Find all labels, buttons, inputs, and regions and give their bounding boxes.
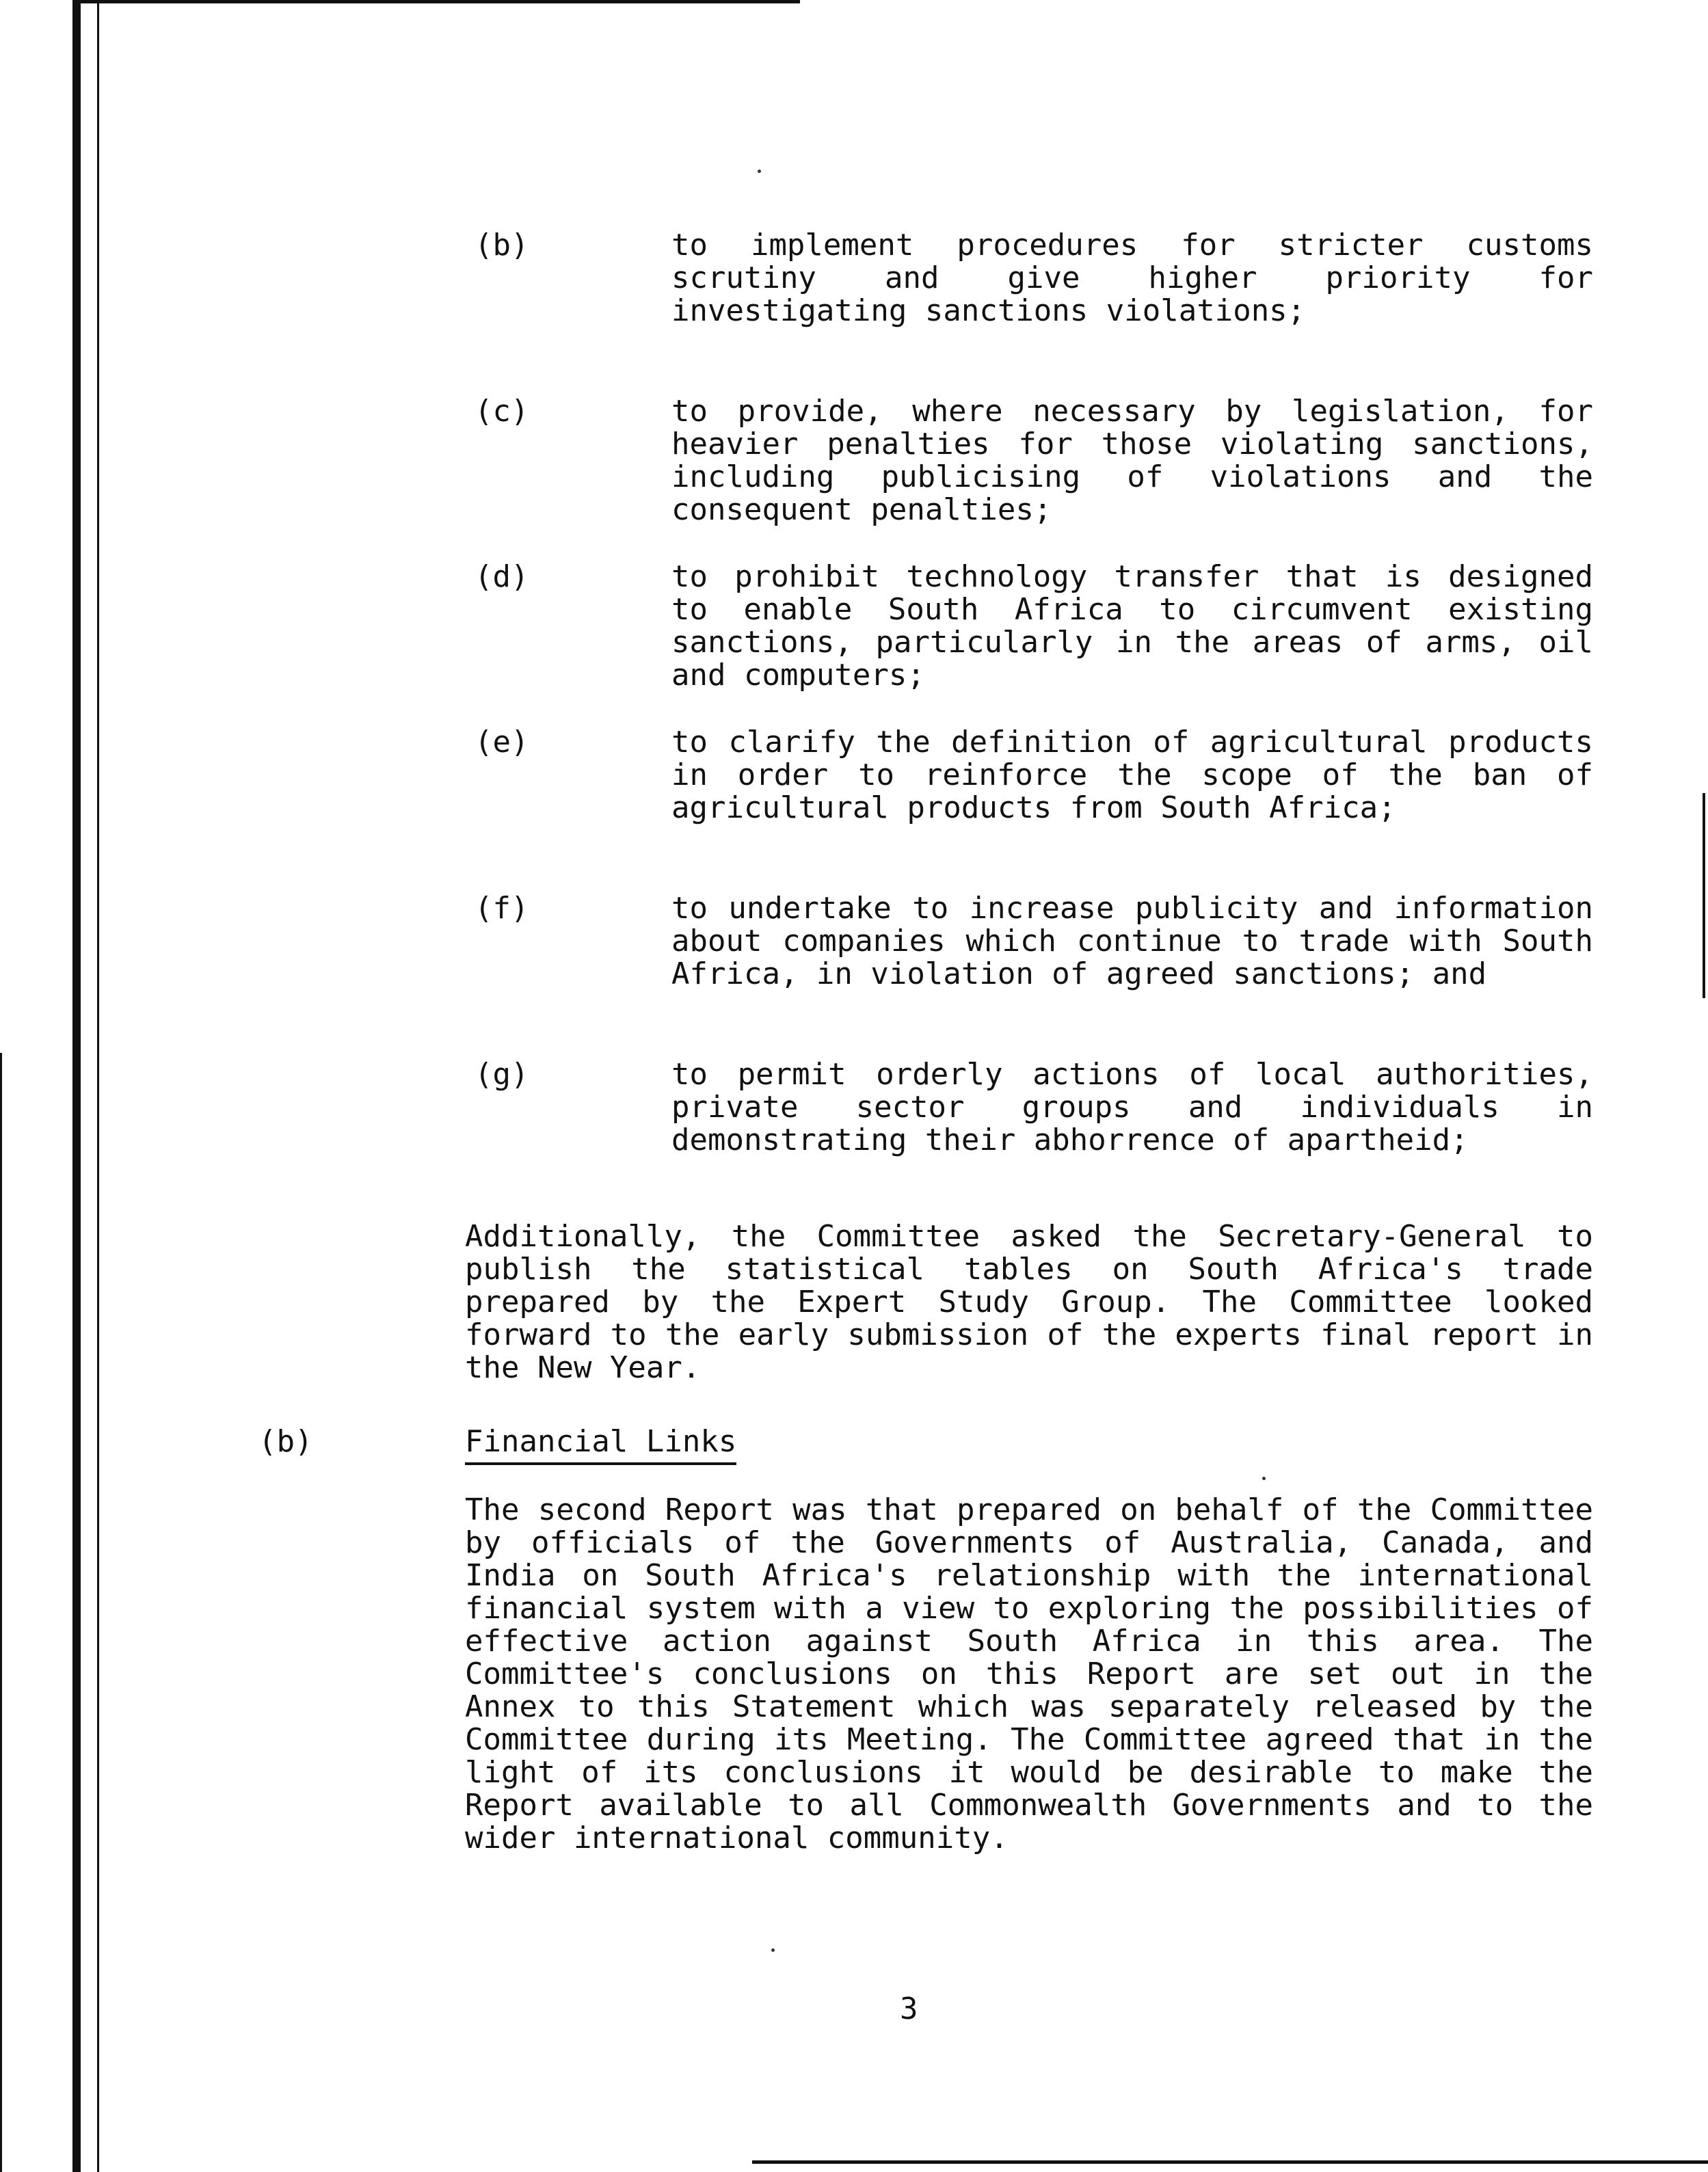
- list-item-text: to permit orderly actions of local authorities, private sector groups and individuals in demonstrating their abhorrence of apartheid;: [671, 1057, 1593, 1157]
- scan-speck: [1262, 1477, 1266, 1480]
- scan-speck: [758, 170, 761, 173]
- list-item-text: to undertake to increase publicity and information about companies which continue to trade with South Africa, in violation of agreed sanctions; and: [671, 891, 1593, 991]
- list-item-label: (f): [475, 891, 529, 926]
- page-number: 3: [900, 1992, 918, 2026]
- list-item-text: to implement procedures for stricter customs scrutiny and give higher priority for investigating sanctions violations;: [671, 228, 1593, 328]
- list-item-label: (g): [475, 1057, 529, 1092]
- list-item-label: (c): [475, 394, 529, 429]
- section-heading: Financial Links: [465, 1425, 736, 1465]
- scan-border-right: [1703, 793, 1705, 998]
- list-item-label: (e): [475, 725, 529, 760]
- list-item-text: to clarify the definition of agricultural products in order to reinforce the scope of the ban of agricultural products from South Africa;: [671, 725, 1593, 825]
- additional-paragraph: Additionally, the Committee asked the Secretary-General to publish the statistical tables on South Africa's trade prepared by the Expert Study Group. The Committee looked forward to the early submission of the experts final report in the New Year.: [465, 1219, 1593, 1385]
- scan-speck: [771, 1948, 775, 1952]
- list-item-text: to provide, where necessary by legislation, for heavier penalties for those violating sanctions, including publicising of violations and the consequent penalties;: [671, 394, 1593, 527]
- section-label: (b): [258, 1424, 313, 1459]
- scan-border-left-edge: [0, 1053, 2, 2172]
- scan-border-top: [72, 0, 800, 3]
- list-item-text: to prohibit technology transfer that is designed to enable South Africa to circumvent existing sanctions, particularly in the areas of arms, oil and computers;: [671, 559, 1593, 693]
- scan-border-left-outer: [72, 0, 81, 2172]
- scan-border-left-inner: [97, 0, 99, 2172]
- section-body: The second Report was that prepared on behalf of the Committee by officials of the Governments of Australia, Canada, and India on South Africa's relationship with the international financial system with a view to exploring the possibilities of effective action against South Africa in this area. The Committee's conclusions on this Report are set out in the Annex to this Statement which was separately released by the Committee during its Meeting. The Committee agreed that in the light of its conclusions it would be desirable to make the Report available to all Commonwealth Governments and to the wider international community.: [465, 1492, 1593, 1855]
- scan-border-bottom: [752, 2160, 1708, 2164]
- list-item-label: (d): [475, 559, 529, 594]
- list-item-label: (b): [475, 228, 529, 263]
